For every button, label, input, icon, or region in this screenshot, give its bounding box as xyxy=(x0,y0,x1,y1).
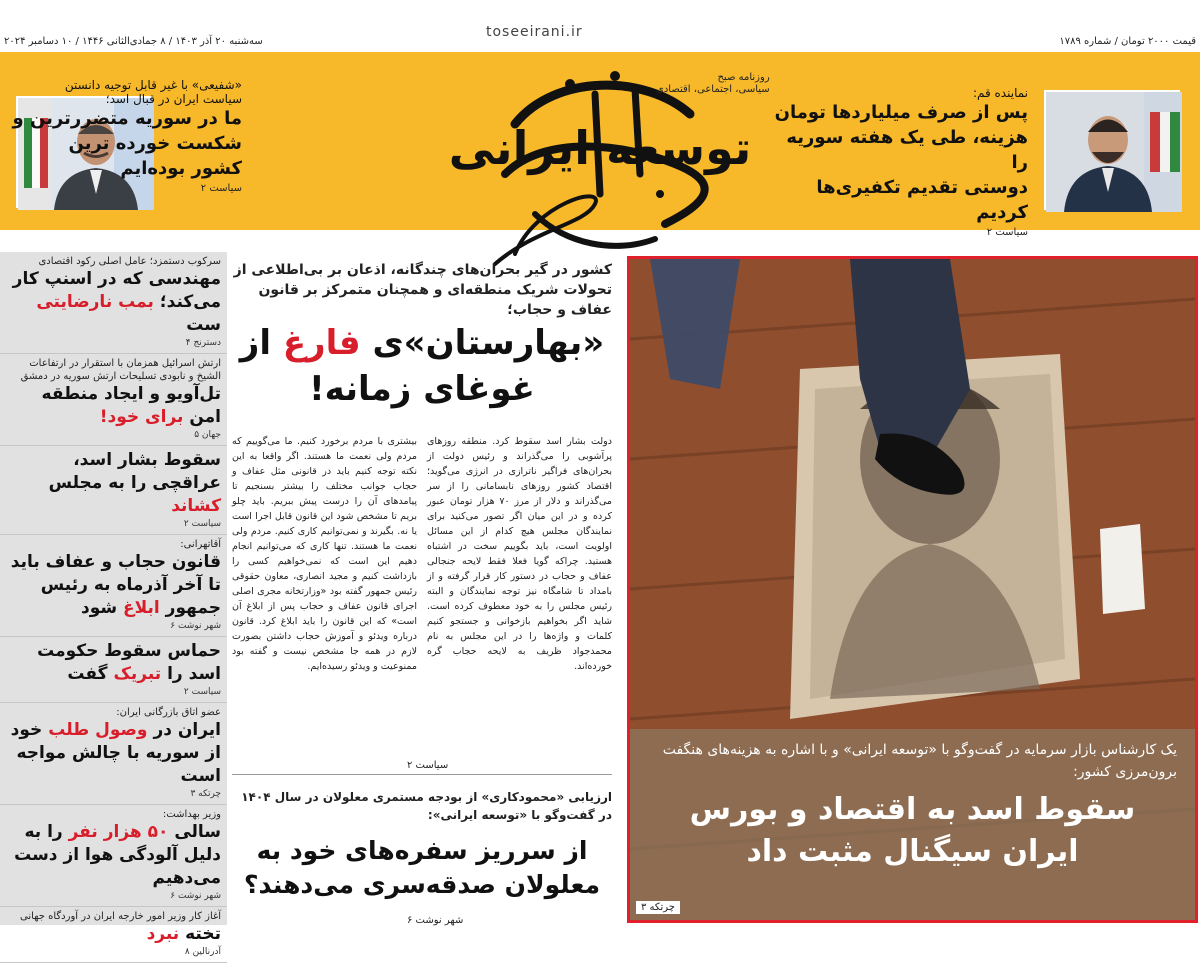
brief-item[interactable] xyxy=(0,907,227,963)
mid2-ref: شهر نوشت ۶ xyxy=(407,915,464,926)
feature-headline[interactable]: سقوط اسد به اقتصاد و بورس ایران سیگنال مثبت داد xyxy=(689,792,1136,869)
brief-kicker: سرکوب دستمزد؛ عامل اصلی رکود اقتصادی xyxy=(38,256,221,267)
mid-body-col-1: دولت بشار اسد سقوط کرد. منطقه روزهای پرآشوبی را می‌گذراند و رئیس دولت از بحران‌های فراگیر ناترازی در انرژی می‌گوید؛ اقتصاد کشور روزهای نابسامانی را از سر می‌گذراند و دلار از مرز ۷۰ هزار تومان عبور کرده و در این میان اگر تصور می‌کنید برای نمایندگان مجلس هیچ کدام از این مسائل اولویت است، باید بگوییم سخت در اشتباه هستید. چراکه گویا فعلا فقط لایحه جنجالی عفاف و حجاب در دستور کار قرار گرفته و از بامداد تا شامگاه نیز توجه نمایندگان و البته رئیس مجلس را به خود معطوف کرده است. شاید اگر بخواهیم بازخوانی و جستجو کنیم کلمات و واژه‌ها را در این مجلس به نام محمدجواد ظریف به لایحه حجاب گره خورده‌اند. xyxy=(427,436,612,672)
band-left-headline-3: کشور بوده‌ایم xyxy=(120,158,242,179)
brief-item[interactable] xyxy=(0,805,227,907)
mid-headline[interactable]: «بهارستان»ی فارغ از غوغای زمانه! xyxy=(239,323,605,409)
brief-ref: دسترنج ۴ xyxy=(185,338,221,348)
issue-date: سه‌شنبه ۲۰ آذر ۱۴۰۳ / ۸ جمادی‌الثانی ۱۴۴۶ / ۱۰ دسامبر ۲۰۲۴ xyxy=(4,36,263,47)
news-briefs-column xyxy=(0,252,227,957)
brief-kicker: عضو اتاق بازرگانی ایران: xyxy=(116,707,221,718)
brief-item[interactable] xyxy=(0,354,227,446)
brief-item[interactable] xyxy=(0,252,227,354)
masthead-band xyxy=(0,52,1200,238)
brief-ref: سیاست ۲ xyxy=(183,519,221,529)
brief-kicker: ارتش اسرائیل همزمان با استقرار در ارتفاعات الشیخ و نابودی تسلیحات ارتش سوریه در دمشق xyxy=(20,358,221,382)
brief-ref: آدرنالین ۸ xyxy=(184,947,221,957)
brief-kicker: وزیر بهداشت: xyxy=(162,809,221,820)
main-feature[interactable] xyxy=(627,256,1198,923)
band-right-teaser[interactable] xyxy=(768,86,1028,238)
brief-ref: جهان ۵ xyxy=(194,430,221,440)
brief-ref: سیاست ۲ xyxy=(183,687,221,697)
mid2-headline[interactable]: از سرریز سفره‌های خود به معلولان صدقه‌سری می‌دهند؟ xyxy=(243,836,601,899)
website-url[interactable]: toseeirani.ir xyxy=(486,24,583,40)
middle-column xyxy=(232,252,612,925)
logo-text: توسعه ایرانی xyxy=(448,121,752,175)
band-right-ref: سیاست ۲ xyxy=(986,227,1028,238)
brief-headline: حماس سقوط حکومت اسد را تبریک گفت xyxy=(37,641,221,684)
brief-headline: مهندسی که در اسنپ کار می‌کند؛ بمب نارضایتی ست xyxy=(12,269,221,335)
brief-item[interactable] xyxy=(0,703,227,805)
mid-kicker: کشور در گیر بحران‌های چندگانه، اذعان بر بی‌اطلاعی از تحولات شریک منطقه‌ای و همچنان متمرکز بر قانون عفاف و حجاب؛ xyxy=(233,262,612,318)
masthead-strip xyxy=(0,0,1200,52)
brief-ref: شهر نوشت ۶ xyxy=(170,621,221,631)
feature-caption xyxy=(630,729,1195,920)
mid-article-body xyxy=(232,434,612,674)
brief-headline: سقوط بشار اسد، عراقچی را به مجلس کشاند xyxy=(48,450,221,516)
brief-kicker: آغاز کار وزیر امور خارجه ایران در آوردگاه جهانی xyxy=(19,911,221,922)
brief-headline: تخته نبرد xyxy=(146,924,221,944)
mid-ref: سیاست ۲ xyxy=(407,760,449,771)
band-right-kicker: نماینده قم: xyxy=(972,86,1028,100)
feature-kicker: یک کارشناس بازار سرمایه در گفت‌وگو با «توسعه ایرانی» و با اشاره به هزینه‌های هنگفت برون‌مرزی کشور: xyxy=(662,742,1177,780)
band-left-kicker-1: «شفیعی» با غیر قابل توجیه دانستن xyxy=(64,78,242,92)
band-right-headline-3: دوستی تقدیم تکفیری‌ها کردیم xyxy=(816,177,1028,223)
brief-item[interactable] xyxy=(0,637,227,703)
brief-item[interactable] xyxy=(0,446,227,535)
band-right-headline-2: هزینه، طی یک هفته سوریه را xyxy=(786,127,1028,173)
tagline xyxy=(656,72,770,96)
tagline-line-2: سیاسی، اجتماعی، اقتصادی xyxy=(656,84,770,95)
mp-photo xyxy=(1044,90,1180,210)
brief-headline: سالی ۵۰ هزار نفر را به دلیل آلودگی هوا از دست می‌دهیم xyxy=(14,822,221,888)
band-left-ref: سیاست ۲ xyxy=(200,183,242,194)
band-left-headline-1: ما در سوریه متضررترین و xyxy=(12,108,242,129)
mid2-kicker: ارزیابی «محمودکاری» از بودجه مستمری معلولان در سال ۱۴۰۴ در گفت‌وگو با «توسعه ایرانی»: xyxy=(241,790,612,822)
band-left-kicker-2: سیاست ایران در قبال اسد؛ xyxy=(105,92,242,106)
brief-headline: تل‌آویو و ایجاد منطقه امن برای خود! xyxy=(41,384,221,427)
band-right-headline-1: پس از صرف میلیاردها تومان xyxy=(774,102,1028,123)
brief-kicker: آقاتهرانی: xyxy=(180,539,221,550)
band-left-teaser[interactable] xyxy=(10,78,242,194)
brief-headline: قانون حجاب و عفاف باید تا آخر آذرماه به رئیس جمهور ابلاغ شود xyxy=(10,552,221,618)
mid-body-col-2: بیشتری با مردم برخورد کنیم. ما می‌گوییم که مردم ولی نعمت ما هستند. اگر واقعا به این نکته توجه کنیم باید در قانونی مثل عفاف و حجاب جوانب مختلف را بیشتر بسنجیم تا پیامدهای آن را درست پیش ببریم. باید چلو بریم تا مشخص شود این قانون قابل اجرا است یا نه. بگیرند و نمی‌توانیم کاری کنیم. مردم ولی نعمت ما هستند. تنها کاری که می‌توانیم انجام دهیم این است که نمی‌خواهیم کسی را بازداشت کنیم و مجید انصاری، معاون حقوقی رئیس جمهور گفته بود «وزارتخانه مجری اصلی اجرای قانون عفاف و حجاب پس از ابلاغ آن است» که این قانون را باید ابلاغ کرد. قانون درباره ویدئو و آموزش حجاب داشتن بصورت لازم در همه جا مشخص نیست و گفته بود ممنوعیت و ویدئو رسیده‌ایم. xyxy=(232,436,417,672)
brief-ref: چرتکه ۳ xyxy=(190,789,221,799)
brief-headline: ایران در وصول طلب خود از سوریه با چالش مواجه است xyxy=(10,720,221,786)
feature-ref: چرتکه ۳ xyxy=(636,901,680,914)
brief-item[interactable] xyxy=(0,535,227,637)
brief-ref: شهر نوشت ۶ xyxy=(170,891,221,901)
tagline-line-1: روزنامه صبح xyxy=(717,72,770,83)
price-issue: قیمت ۲۰۰۰ تومان / شماره ۱۷۸۹ xyxy=(1059,36,1196,47)
band-left-headline-2: شکست خورده ترین xyxy=(68,133,242,154)
divider xyxy=(232,774,612,775)
